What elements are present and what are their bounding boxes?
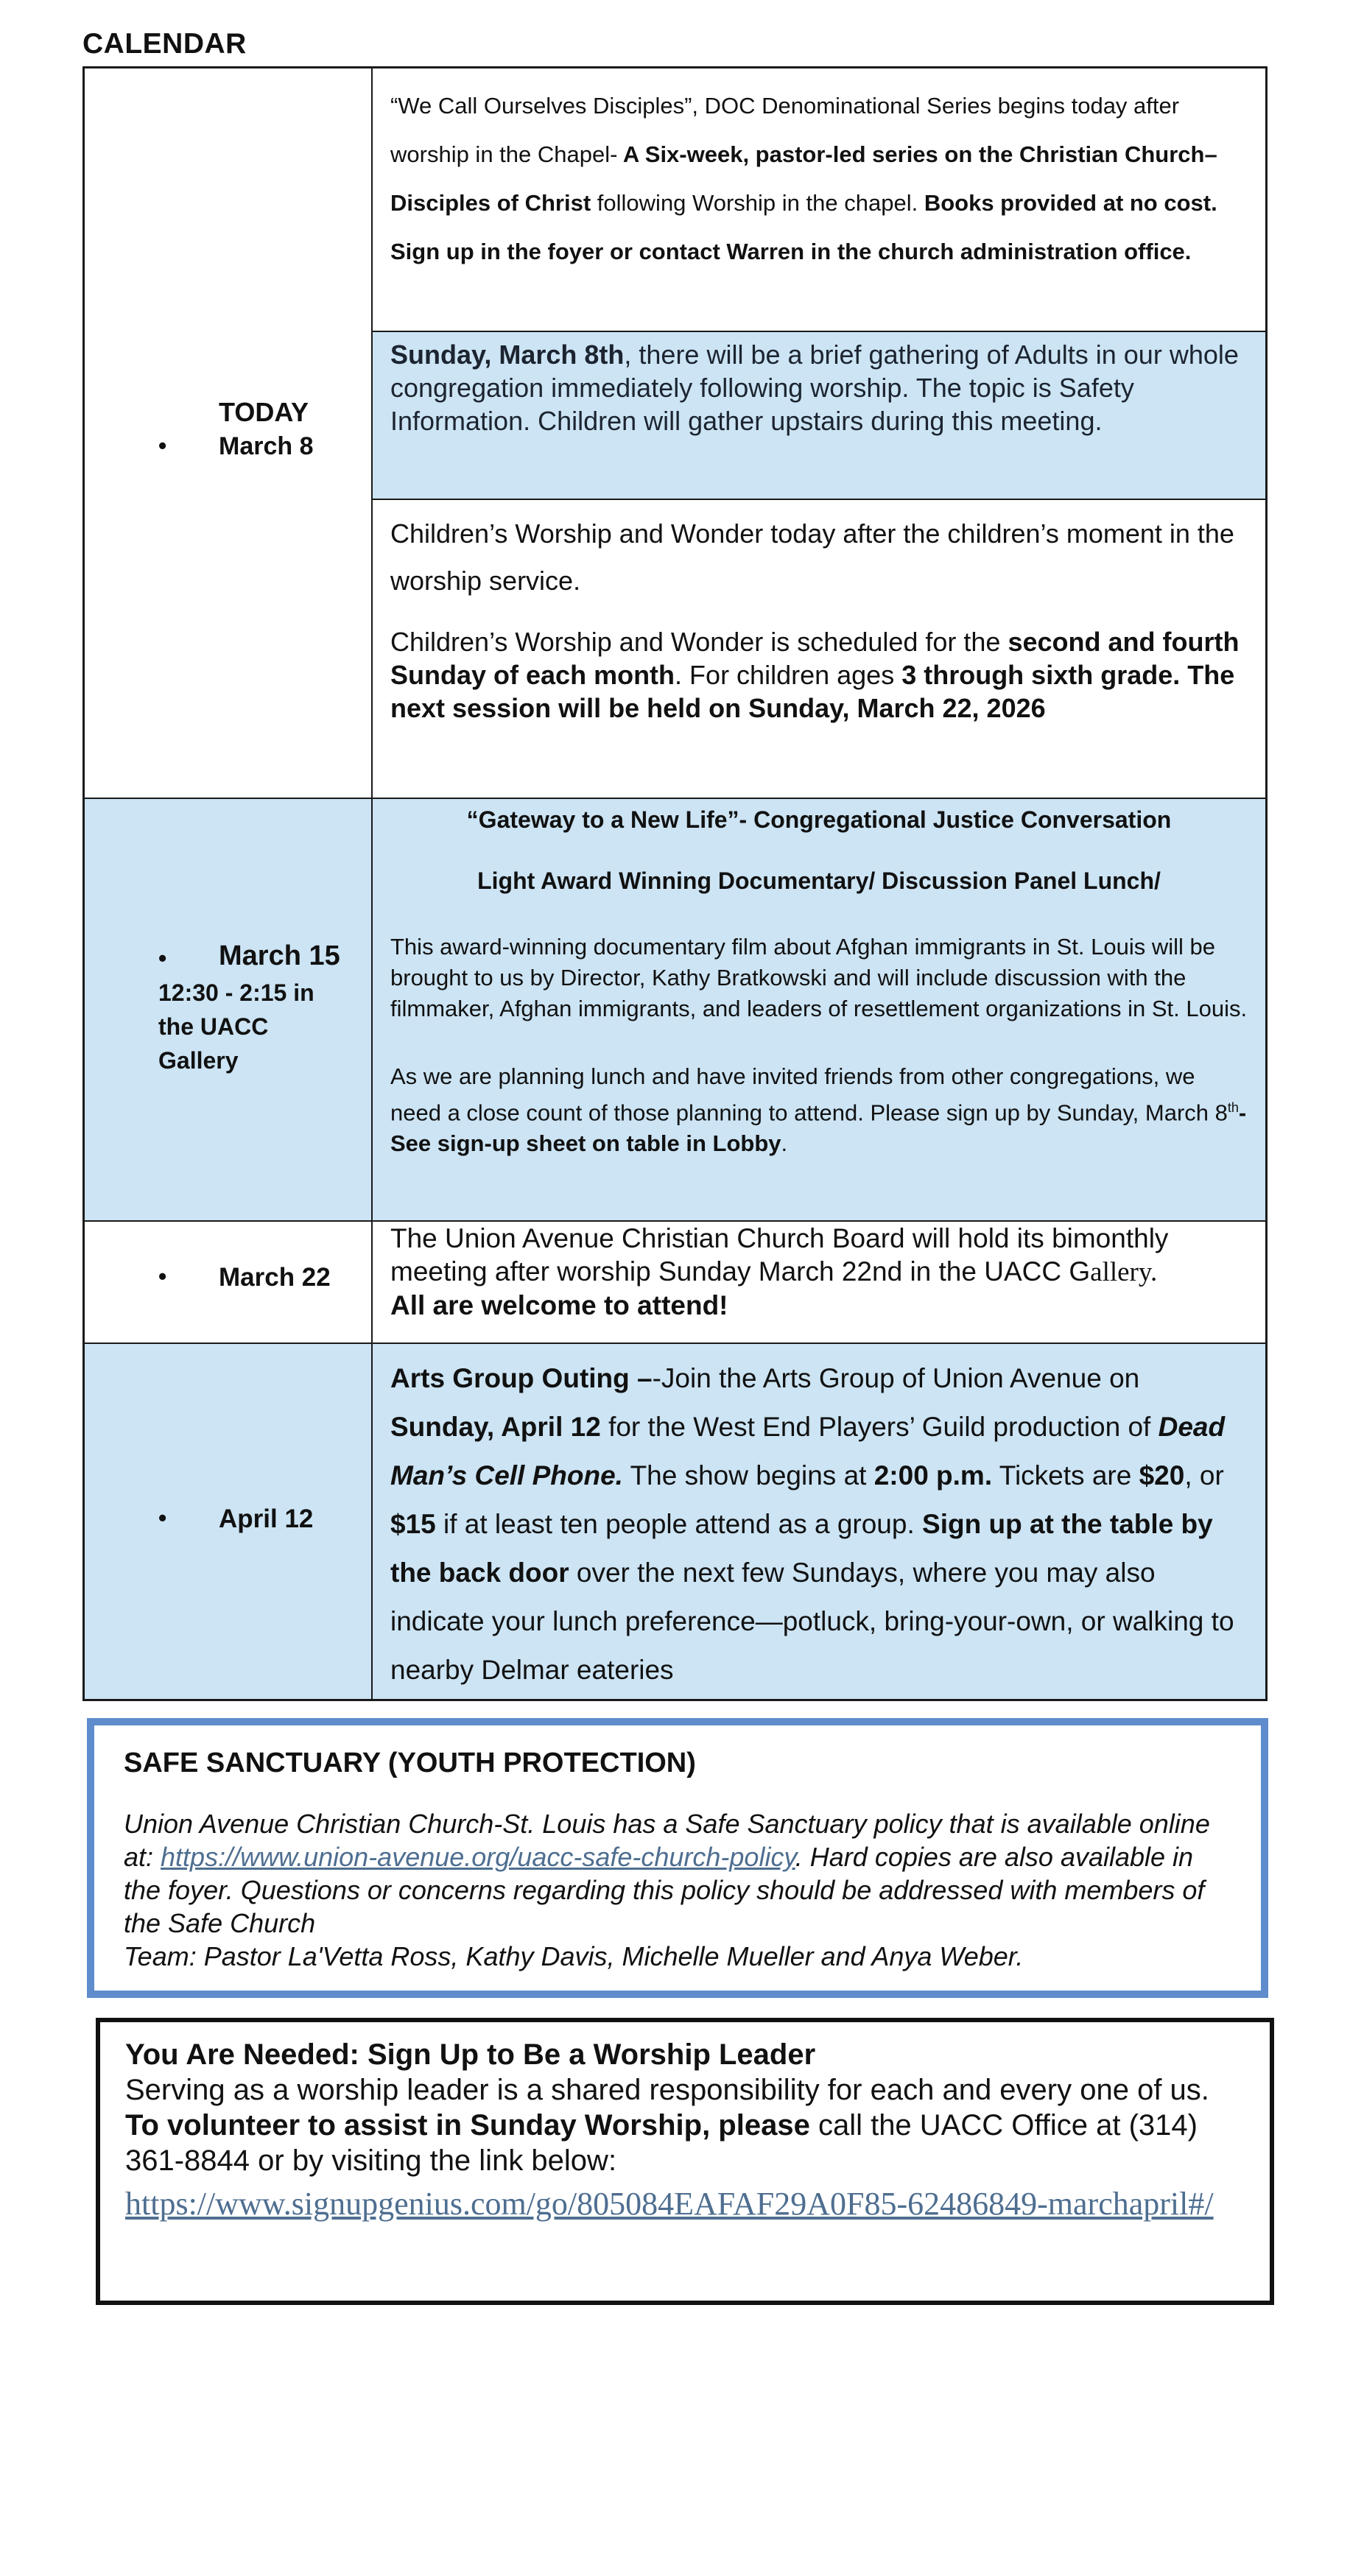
event-bold-text: -See sign-up sheet on table in Lobby [390,1099,1247,1157]
event-heading: “Gateway to a New Life”- Congregational Justice Conversation [466,806,1172,833]
event-subheading: Light Award Winning Documentary/ Discussion Panel Lunch/ [477,868,1161,894]
page-title: CALENDAR [82,28,247,60]
event-bold-text: Arts Group Outing – [390,1363,653,1393]
event-text: This award-winning documentary film about Afghan immigrants in St. Louis will be brought to us by Director, Kathy Bratkowski and will include discussion with the filmmaker, Afghan immigrants, and leaders of resettlement organizations in St. Louis. [390,934,1248,1021]
date-label: April 12 [219,1505,314,1533]
superscript: th [1227,1100,1239,1115]
event-text [390,1222,1248,1289]
event-text: for the West End Players’ Guild production of [600,1412,1159,1442]
event-title-text: Dead Man’s Cell Phone. [390,1412,1226,1491]
event-disciples-series [373,68,1265,331]
event-text: following Worship in the chapel. [591,190,918,216]
event-paragraph [390,625,1248,725]
event-safety-gathering [373,331,1265,499]
time-label: 12:30 - 2:15 in the UACC Gallery [158,979,314,1074]
worship-leader-box [96,2018,1274,2305]
date-cell-march-22 [85,1222,373,1342]
event-text: . [781,1130,788,1157]
event-text: Tickets are [992,1460,1139,1491]
event-bold-text: 2:00 p.m. [873,1460,993,1491]
event-text: The show begins at [622,1460,874,1491]
safe-sanctuary-text [124,1807,1233,1973]
calendar-row-march-22 [85,1220,1265,1342]
event-text: , or [1184,1460,1224,1491]
safe-sanctuary-box [87,1718,1268,1998]
event-text: “We Call Ourselves Disciples”, DOC Denominational Series begins today after worship in the Chapel- [390,93,1180,167]
event-text: if at least ten people attend as a group. [435,1509,923,1539]
date-label: March 22 [219,1263,331,1292]
calendar-row-april-12 [85,1342,1265,1699]
calendar-row-march-15 [85,798,1265,1220]
today-label: TODAY [219,397,309,427]
calendar-table [82,66,1268,1701]
bullet-icon: • [158,1263,167,1289]
date-label: March 15 [219,940,340,971]
safe-sanctuary-title: SAFE SANCTUARY (YOUTH PROTECTION) [124,1748,696,1778]
event-text: allery. [1090,1257,1158,1287]
event-bold-text: 3 through sixth grade. The next session will be held on Sunday, March 22, 2026 [390,660,1235,723]
safe-team-text: Team: Pastor La'Vetta Ross, Kathy Davis, Michelle Mueller and Anya Weber. [124,1941,1024,1971]
date-cell-april-12 [85,1344,373,1699]
event-text: The Union Avenue Christian Church Board will hold its bimonthly meeting after worship Sunday March 22nd in the UACC G [390,1223,1169,1287]
event-bold-text: $15 [390,1509,436,1539]
event-worship-wonder [373,499,1265,796]
event-text: -Join the Arts Group of Union Avenue on [652,1363,1140,1393]
event-bold-text: A Six-week, pastor-led series on the Christian Church–Disciples of Christ [390,141,1217,216]
event-bold-text: All are welcome to attend! [390,1290,728,1320]
calendar-row-march-8 [85,68,1265,798]
bullet-icon: • [158,945,167,971]
event-text: Children’s Worship and Wonder today after the children’s moment in the worship service. [390,518,1234,596]
event-bold-text: Sign up at the table by the back door [390,1509,1213,1588]
needed-text: Serving as a worship leader is a shared responsibility for each and every one of us. [125,2074,1209,2106]
event-text: over the next few Sundays, where you may also indicate your lunch preference—potluck, bring-your-own, or walking to nearby Delmar eateries [390,1558,1234,1685]
worship-leader-text [125,2072,1245,2178]
event-paragraph [390,1061,1248,1159]
event-bold-text: second and fourth Sunday of each month [390,627,1240,690]
worship-leader-title: You Are Needed: Sign Up to Be a Worship Leader [125,2038,816,2071]
event-bold-text: $20 [1139,1460,1185,1491]
needed-bold-text: To volunteer to assist in Sunday Worship, please [125,2109,810,2142]
signup-genius-link[interactable]: https://www.signupgenius.com/go/805084EAFAF29A0F85-62486849-marchapril#/ [125,2186,1214,2222]
bullet-icon: • [158,432,167,459]
safe-church-policy-link[interactable]: https://www.union-avenue.org/uacc-safe-church-policy [161,1842,795,1872]
safe-text: Union Avenue Christian Church-St. Louis has a Safe Sanctuary policy that is available online at: [124,1809,1210,1872]
event-arts-outing [373,1344,1265,1699]
needed-text: call the UACC Office at (314) 361-8844 or by visiting the link below: [125,2109,1198,2177]
event-bold-text: Books provided at no cost. Sign up in the foyer or contact Warren in the church administration office. [390,190,1217,264]
event-text: , there will be a brief gathering of Adults in our whole congregation immediately following worship. The topic is Safety Information. Children will gather upstairs during this meeting. [390,339,1239,436]
event-text: As we are planning lunch and have invited friends from other congregations, we need a close count of those planning to attend. Please sign up by Sunday, March 8 [390,1063,1228,1126]
event-bold-text: Sunday, March 8th [390,339,625,370]
bullet-icon: • [158,1505,167,1531]
date-label: March 8 [219,432,314,460]
event-bold-text: Sunday, April 12 [390,1412,601,1442]
event-text: Children’s Worship and Wonder is scheduled for the [390,627,1008,657]
event-text: . For children ages [675,660,902,690]
date-cell-march-15 [85,799,373,1220]
safe-text: . Hard copies are also available in the foyer. Questions or concerns regarding this policy should be addressed with members of the Safe Church [124,1842,1205,1938]
date-cell-march-8 [85,68,373,798]
